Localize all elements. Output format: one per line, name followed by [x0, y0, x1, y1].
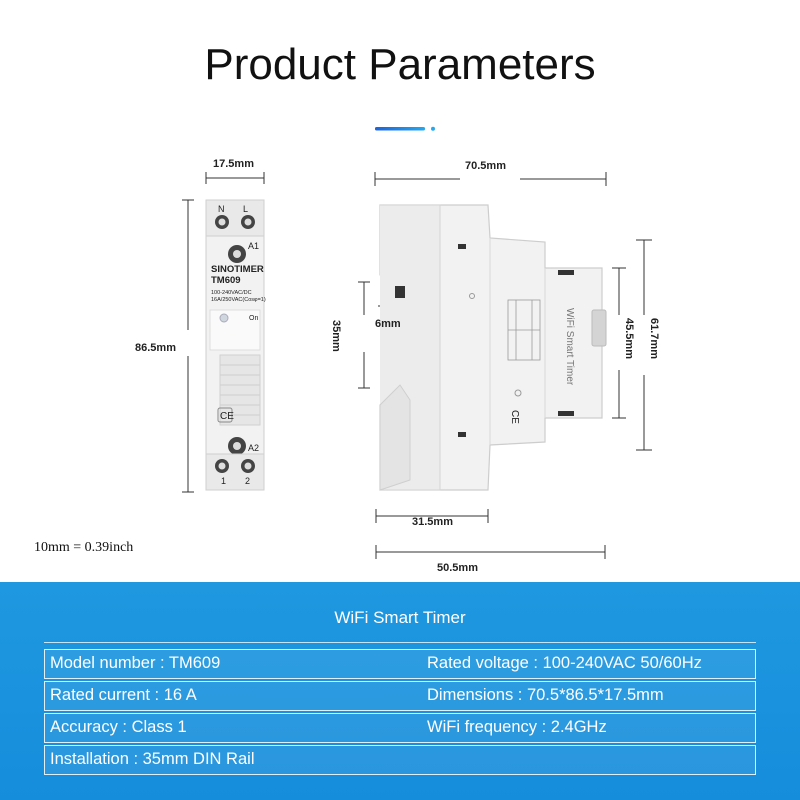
- spec-panel-title: WiFi Smart Timer: [334, 608, 466, 627]
- spec-row: [44, 681, 756, 711]
- unit-conversion-note: 10mm = 0.39inch: [34, 540, 134, 555]
- inner-height-label: 45.5mm: [623, 318, 635, 359]
- spec-row: [44, 713, 756, 743]
- title-accent-bar: [375, 126, 439, 132]
- rail-height-label: 35mm: [330, 320, 342, 352]
- outer-height-label: 61.7mm: [648, 318, 660, 359]
- side-product-name: WiFi Smart Timer: [564, 308, 575, 386]
- terminal-n-label: N: [218, 204, 225, 214]
- terminal-l-label: L: [243, 204, 249, 214]
- bottom-inner-label: 31.5mm: [412, 516, 453, 528]
- panel-divider: [44, 642, 756, 643]
- front-view-drawing: [180, 170, 290, 500]
- bottom-dimension-lines: [370, 505, 610, 565]
- spec-panel: [0, 582, 800, 800]
- rating-line-2: 16A/250VAC(Cosφ=1): [211, 297, 266, 303]
- model-label: TM609: [211, 275, 241, 286]
- brand-label: SINOTIMER: [211, 264, 264, 275]
- side-width-label: 70.5mm: [465, 160, 506, 172]
- spec-cell: WiFi frequency : 2.4GHz: [427, 718, 607, 736]
- rating-line-1: 100-240VAC/DC: [211, 290, 252, 296]
- bottom-outer-label: 50.5mm: [437, 562, 478, 574]
- terminal-2-label: 2: [245, 476, 251, 486]
- gap-label: 6mm: [375, 318, 401, 330]
- spec-cell: Rated voltage : 100-240VAC 50/60Hz: [427, 654, 702, 672]
- front-height-label: 86.5mm: [135, 342, 176, 354]
- spec-cell: Dimensions : 70.5*86.5*17.5mm: [427, 686, 664, 704]
- front-width-label: 17.5mm: [213, 158, 254, 170]
- terminal-a1-label: A1: [248, 241, 260, 251]
- page-title: Product Parameters: [204, 40, 596, 89]
- terminal-a2-label: A2: [248, 443, 260, 453]
- side-ce-mark: CE: [509, 410, 520, 424]
- on-label: On: [249, 315, 259, 322]
- spec-cell: Installation : 35mm DIN Rail: [50, 750, 255, 768]
- spec-row: [44, 649, 756, 679]
- ce-mark: CE: [220, 411, 234, 422]
- spec-cell: Model number : TM609: [50, 654, 221, 672]
- terminal-1-label: 1: [221, 476, 227, 486]
- spec-cell: Rated current : 16 A: [50, 686, 197, 704]
- spec-row: [44, 745, 756, 775]
- spec-cell: Accuracy : Class 1: [50, 718, 187, 736]
